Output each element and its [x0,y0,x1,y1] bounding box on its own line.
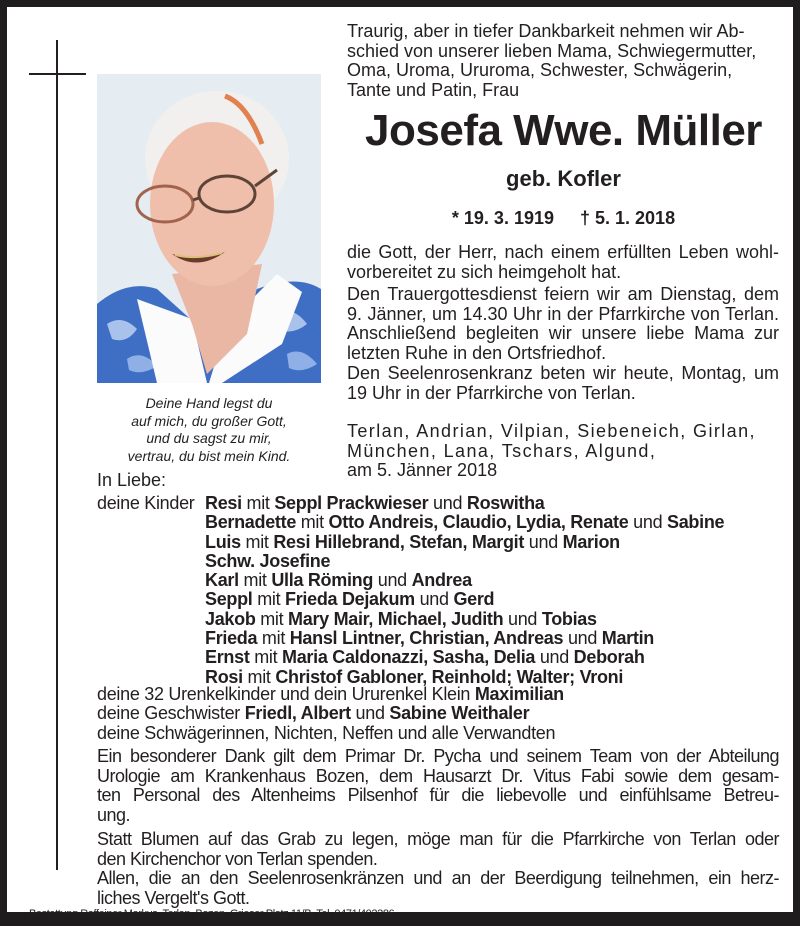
children-list [97,494,797,687]
intro-line: schied von unserer lieben Mama, Schwiegermutter, [347,40,757,61]
relatives-line: deine Schwägerinnen, Nichten, Neffen und alle Verwandten [97,722,556,743]
child-row [97,571,797,590]
intro-line: Traurig, aber in tiefer Dankbarkeit nehmen wir Ab- [347,21,745,41]
text-line: Statt Blumen auf das Grab zu legen, möge man für die Pfarrkirche von Terlan oder [97,829,779,849]
text-line: Anschließend begleiten wir unsere liebe Mama zur [347,323,779,343]
child-name: Jakob [205,608,256,629]
connector: mit [254,647,278,668]
child-family-last: Tobias [541,608,597,629]
child-family: Otto Andreis, Claudio, Lydia, Renate [328,512,629,533]
places-line: Terlan, Andrian, Vilpian, Siebeneich, Girlan, [347,421,756,441]
life-dates [340,206,787,230]
text-line: vorbereitet zu sich heimgeholt hat. [347,261,622,282]
child-family-last: Sabine [667,512,725,533]
portrait-photo [97,74,321,383]
connector: mit [247,666,271,687]
text-span: deine 32 Urenkelkinder und dein Ururenkel Klein [97,684,471,704]
deceased-name: Josefa Wwe. Müller [365,106,762,155]
closing-paragraph [97,830,779,908]
quote-line: vertrau, du bist mein Kind. [127,447,291,464]
passing-paragraph [347,243,779,282]
child-family: Ulla Röming [271,570,374,591]
text-span: deine Geschwister [97,703,240,724]
intro-text [347,22,779,100]
connector: und [433,493,463,513]
child-name: Seppl [205,589,253,610]
child-name: Schw. Josefine [205,550,331,571]
text-line: liches Vergelt's Gott. [97,887,250,908]
text-line: letzten Ruhe in den Ortsfriedhof. [347,342,607,363]
child-family: Christof Gabloner, Reinhold; Walter; Vroni [275,666,624,687]
connector: mit [243,570,267,591]
places-line: München, Lana, Tschars, Algund, [347,440,657,461]
great-grandchildren-line [97,685,797,704]
connector: und [355,703,385,724]
connector: und [528,531,558,552]
child-name: Frieda [205,628,258,649]
child-family-last: Gerd [453,589,495,610]
thanks-paragraph [97,747,779,825]
extended-family [97,685,797,743]
siblings-line [97,704,797,723]
connector: mit [260,608,284,629]
bold-name: Maximilian [474,684,564,704]
child-family-last: Marion [562,531,620,552]
child-row [97,629,797,648]
text-line: ten Personal des Altenheims Pilsenhof für die liebevolle und einfühlsame Betreu- [97,785,779,805]
connector: mit [246,493,270,513]
intro-line: Oma, Uroma, Ururoma, Schwester, Schwägerin, [347,60,733,80]
mourners-heading: In Liebe: [97,470,167,490]
obituary-notice [7,7,793,920]
quote-line: auf mich, du großer Gott, [131,412,287,429]
text-line: Ein besonderer Dank gilt dem Primar Dr. Pycha und seinem Team von der Abteilung [97,746,779,766]
child-row [97,610,797,629]
quote-line: und du sagst zu mir, [146,430,272,446]
child-family: Mary Mair, Michael, Judith [288,608,504,629]
child-family: Seppl Prackwieser [274,493,429,513]
child-row [97,513,797,532]
latin-cross-icon [56,40,58,870]
bold-name: Sabine Weithaler [389,703,530,724]
text-line: ung. [97,804,131,825]
text-line: Allen, die an den Seelenrosenkränzen und an der Beerdigung teilnehmen, ein herz- [97,868,779,888]
child-family: Resi Hillebrand, Stefan, Margit [273,531,525,552]
maiden-name: geb. Kofler [506,166,621,191]
child-name: Karl [205,570,239,591]
text-line: Den Seelenrosenkranz beten wir heute, Montag, um [347,363,779,383]
intro-line: Tante und Patin, Frau [347,79,520,100]
death-date: † 5. 1. 2018 [580,208,676,228]
text-line: Urologie am Krankenhaus Bozen, dem Hausarzt Dr. Vitus Fabi sowie dem gesam- [97,765,779,786]
bible-quote [97,395,321,465]
connector: mit [261,628,286,649]
child-name: Ernst [205,647,250,668]
child-family-last: Martin [601,628,654,649]
bold-name: Friedl, Albert [244,703,351,724]
connector: mit [300,512,324,533]
child-family-last: Roswitha [466,493,545,513]
child-row [97,590,797,609]
connector: und [567,628,598,649]
text-line: 9. Jänner, um 14.30 Uhr in der Pfarrkirche von Terlan. [347,303,779,324]
connector: mit [245,531,269,552]
child-name: Luis [205,531,241,552]
latin-cross-bar [29,73,86,75]
child-row [97,494,797,513]
birth-date: * 19. 3. 1919 [451,208,554,228]
connector: und [633,512,663,533]
quote-line: Deine Hand legst du [145,395,273,411]
places-and-date [347,422,779,481]
connector: und [539,647,569,668]
child-row [97,533,797,552]
child-name: Resi [205,493,242,513]
children-label: deine Kinder [97,493,195,513]
notice-date: am 5. Jänner 2018 [347,460,498,480]
connector: mit [257,589,281,610]
funeral-home-footer: Bestattung Raffeiner Markus, Terlan, Bozen, Grieser Platz 11/B, Tel. 0471/402286 [29,908,395,920]
portrait-illustration [97,74,321,383]
funeral-service-paragraph [347,285,779,363]
connector: und [419,589,449,610]
child-name: Rosi [205,666,243,687]
text-line: 19 Uhr in der Pfarrkirche von Terlan. [347,382,636,403]
connector: und [508,608,538,629]
child-row [97,648,797,667]
child-name: Bernadette [205,512,297,533]
child-row [97,552,797,571]
child-family: Hansl Lintner, Christian, Andreas [289,628,564,649]
child-family-last: Andrea [411,570,472,591]
text-line: Den Trauergottesdienst feiern wir am Dienstag, dem [347,284,779,304]
text-line: den Kirchenchor von Terlan spenden. [97,848,378,869]
text-line: die Gott, der Herr, nach einem erfüllten Leben wohl- [347,242,779,262]
rosary-paragraph [347,364,779,403]
child-family: Frieda Dejakum [285,589,415,610]
child-family-last: Deborah [573,647,645,668]
connector: und [377,570,407,591]
child-family: Maria Caldonazzi, Sasha, Delia [282,647,536,668]
